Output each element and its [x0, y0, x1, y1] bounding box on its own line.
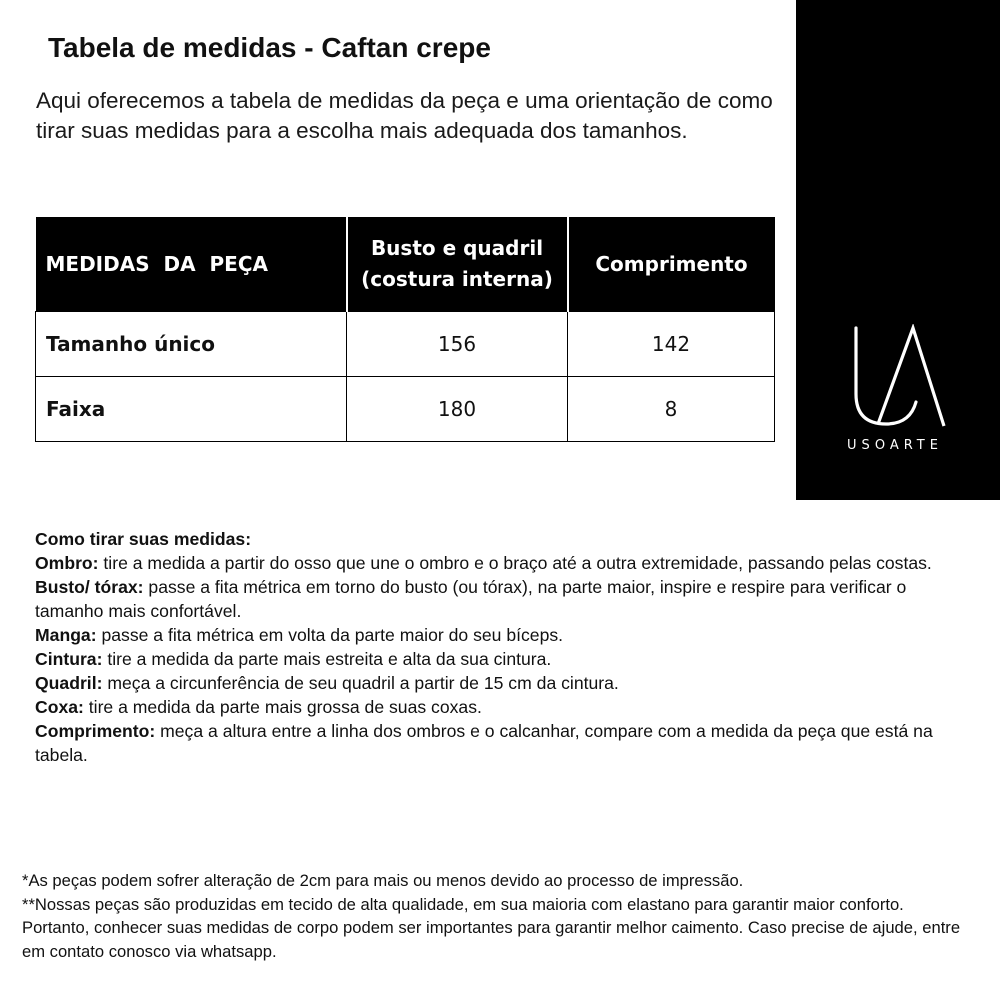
row-label: Faixa [36, 377, 347, 442]
size-table [35, 217, 775, 442]
list-item: Manga: passe a fita métrica em volta da parte maior do seu bíceps. [35, 625, 564, 645]
intro-text: Aqui oferecemos a tabela de medidas da peça e uma orientação de como tirar suas medidas para a escolha mais adequada dos tamanhos. [36, 88, 773, 143]
list-item: Busto/ tórax: passe a fita métrica em torno do busto (ou tórax), na parte maior, inspire e respire para verificar o tamanho mais confortável. [35, 577, 907, 621]
footnote-print: *As peças podem sofrer alteração de 2cm para mais ou menos devido ao processo de impressão. [22, 871, 744, 890]
footnotes [22, 869, 972, 963]
cell-busto-quadril: 156 [347, 312, 568, 377]
list-item: Ombro: tire a medida a partir do osso que une o ombro e o braço até a outra extremidade, passando pelas costas. [35, 553, 932, 573]
brand-panel [796, 0, 1000, 500]
cell-busto-quadril: 180 [347, 377, 568, 442]
cell-comprimento: 142 [568, 312, 775, 377]
table-row [36, 377, 775, 442]
row-label: Tamanho único [36, 312, 347, 377]
table-header-row [36, 217, 775, 312]
how-to-measure [35, 527, 965, 767]
footnote-fabric: **Nossas peças são produzidas em tecido de alta qualidade, em sua maioria com elastano para garantir maior conforto. Portanto, conhecer suas medidas de corpo podem ser importantes para garantir melhor caimento. Caso precise de ajude, entre em contato conosco via whatsapp. [22, 894, 961, 961]
list-item: Coxa: tire a medida da parte mais grossa de suas coxas. [35, 697, 482, 717]
list-item: Quadril: meça a circunferência de seu quadril a partir de 15 cm da cintura. [35, 673, 619, 693]
list-item: Cintura: tire a medida da parte mais estreita e alta da sua cintura. [35, 649, 552, 669]
table-row [36, 312, 775, 377]
ua-monogram-logo-icon [848, 324, 948, 434]
how-to-heading: Como tirar suas medidas: [35, 529, 252, 549]
header-comprimento: Comprimento [568, 217, 775, 312]
brand-name: USOARTE [847, 438, 943, 453]
page-title: Tabela de medidas - Caftan crepe [48, 32, 491, 63]
cell-comprimento: 8 [568, 377, 775, 442]
header-busto-quadril: Busto e quadril (costura interna) [347, 217, 568, 312]
list-item: Comprimento: meça a altura entre a linha dos ombros e o calcanhar, compare com a medida da peça que está na tabela. [35, 721, 933, 765]
header-medidas-da-peca: MEDIDAS DA PEÇA [36, 217, 347, 312]
